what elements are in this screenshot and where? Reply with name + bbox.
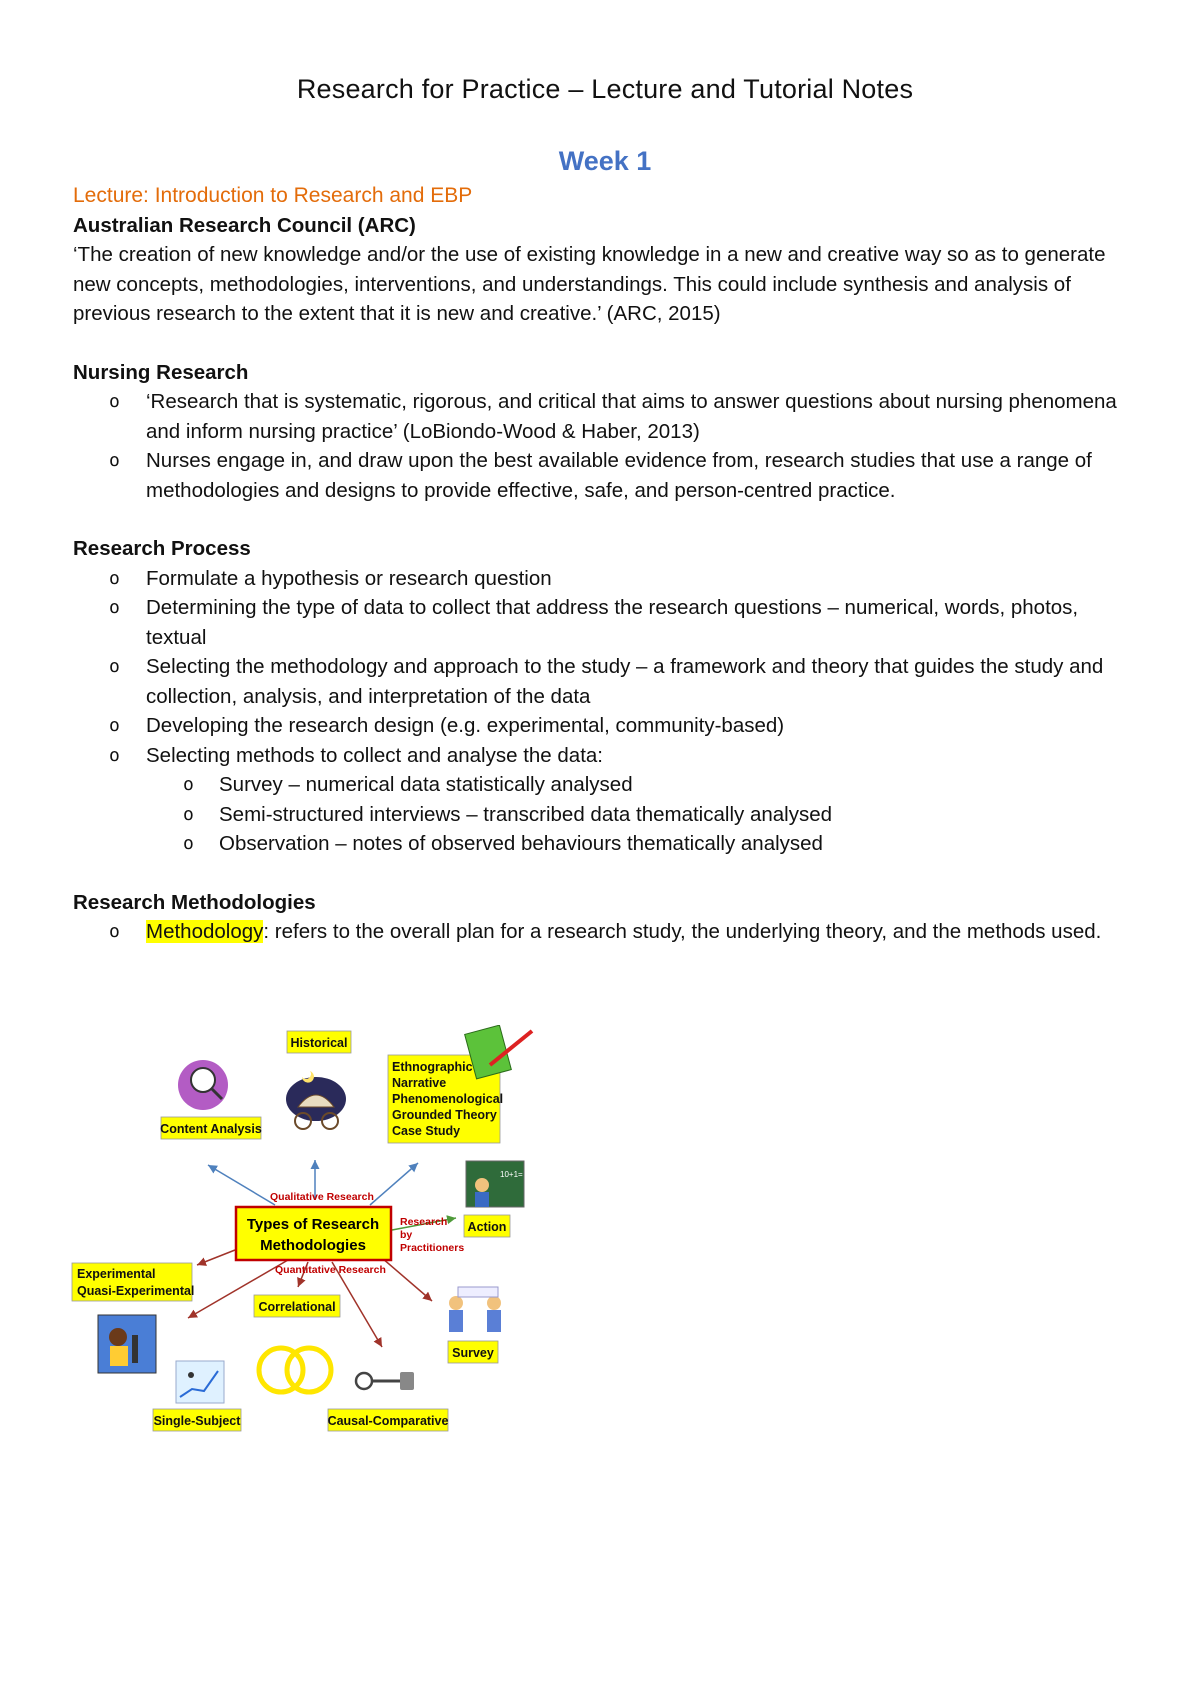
experimental-label: Experimental [77, 1267, 156, 1281]
qualitative-type: Phenomenological [392, 1092, 504, 1106]
document-body [73, 181, 1133, 947]
list-item: o Semi-structured interviews – transcribed data thematically analysed [73, 800, 1133, 830]
scientist-microscope-icon [98, 1315, 156, 1373]
survey-label: Survey [452, 1346, 494, 1360]
process-sublist [73, 770, 1133, 859]
center-label-line1: Types of Research [246, 1216, 380, 1233]
lecture-heading: Lecture: Introduction to Research and EBP [73, 184, 473, 207]
nursing-heading: Nursing Research [73, 360, 249, 384]
single-subject-label: Single-Subject [153, 1414, 241, 1428]
methodologies-heading: Research Methodologies [73, 890, 316, 914]
correlational-label: Correlational [258, 1300, 336, 1314]
qualitative-type: Ethnographic [392, 1060, 473, 1074]
list-item: o Developing the research design (e.g. experimental, community-based) [73, 711, 1133, 741]
center-label-line2: Methodologies [260, 1237, 366, 1254]
methodology-definition: : refers to the overall plan for a research study, the underlying theory, and the methods used. [263, 920, 1102, 943]
list-item: o Observation – notes of observed behaviours thematically analysed [73, 829, 1133, 859]
research-methodologies-diagram [70, 1025, 590, 1455]
list-item: o Selecting methods to collect and analyse the data: [73, 741, 1133, 771]
qualitative-research-label: Qualitative Research [270, 1191, 374, 1203]
nursing-list [73, 387, 1133, 505]
list-item: o ‘Research that is systematic, rigorous, and critical that aims to answer questions about nursing phenomena and inform nursing practice’ (LoBiondo-Wood & Haber, 2013) [73, 387, 1133, 446]
magnifier-person-icon [178, 1060, 228, 1110]
key-lock-icon [356, 1372, 414, 1390]
overlapping-circles-icon [259, 1348, 331, 1392]
quantitative-research-label: Quantitative Research [275, 1264, 386, 1276]
highlighted-term: Methodology [146, 920, 264, 943]
arrow-survey [382, 1258, 432, 1301]
covered-wagon-icon [286, 1071, 346, 1129]
arrow-content-analysis [208, 1165, 275, 1205]
process-heading: Research Process [73, 537, 251, 560]
arrow-qualitative-list [370, 1163, 418, 1205]
content-analysis-label: Content Analysis [160, 1122, 262, 1136]
list-item: o Nurses engage in, and draw upon the best available evidence from, research studies that use a range of methodologies and designs to provide effective, safe, and person-centred practice. [73, 446, 1133, 505]
practitioners-label-line3: Practitioners [400, 1242, 465, 1254]
teacher-chalkboard-icon [466, 1161, 524, 1207]
arc-quote: ‘The creation of new knowledge and/or the use of existing knowledge in a new and creative way so as to generate new concepts, methodologies, interventions, and understandings. This could include synthesis and analysis of previous research to the extent that it is new and creative.’ (ARC, 2015) [73, 243, 1106, 325]
practitioners-label-line2: by [400, 1229, 413, 1241]
historical-label: Historical [290, 1036, 348, 1050]
arrow-experimental [197, 1250, 235, 1265]
svg-text:10+1=: 10+1= [500, 1170, 523, 1179]
notepad-icon [465, 1025, 532, 1079]
arc-heading: Australian Research Council (ARC) [73, 213, 416, 237]
quasi-experimental-label: Quasi-Experimental [77, 1284, 195, 1298]
document-title: Research for Practice – Lecture and Tutorial Notes [296, 74, 914, 104]
week-heading: Week 1 [558, 146, 652, 176]
list-item: o Selecting the methodology and approach to the study – a framework and theory that guides the study and collection, analysis, and interpretation of the data [73, 652, 1133, 711]
list-item: o Formulate a hypothesis or research question [73, 564, 1133, 594]
people-talking-icon [449, 1287, 501, 1332]
list-item: o Determining the type of data to collect that address the research questions – numerical, words, photos, textual [73, 593, 1133, 652]
list-item: o Survey – numerical data statistically analysed [73, 770, 1133, 800]
qualitative-type: Grounded Theory [392, 1108, 497, 1122]
qualitative-type: Case Study [392, 1124, 461, 1138]
methodologies-list [73, 917, 1133, 947]
practitioners-label-line1: Research [400, 1216, 448, 1228]
qualitative-type: Narrative [392, 1076, 447, 1090]
chart-runner-icon [176, 1361, 224, 1403]
causal-comparative-label: Causal-Comparative [327, 1414, 449, 1428]
action-label: Action [467, 1220, 507, 1234]
list-item [73, 917, 1133, 947]
process-list [73, 564, 1133, 771]
